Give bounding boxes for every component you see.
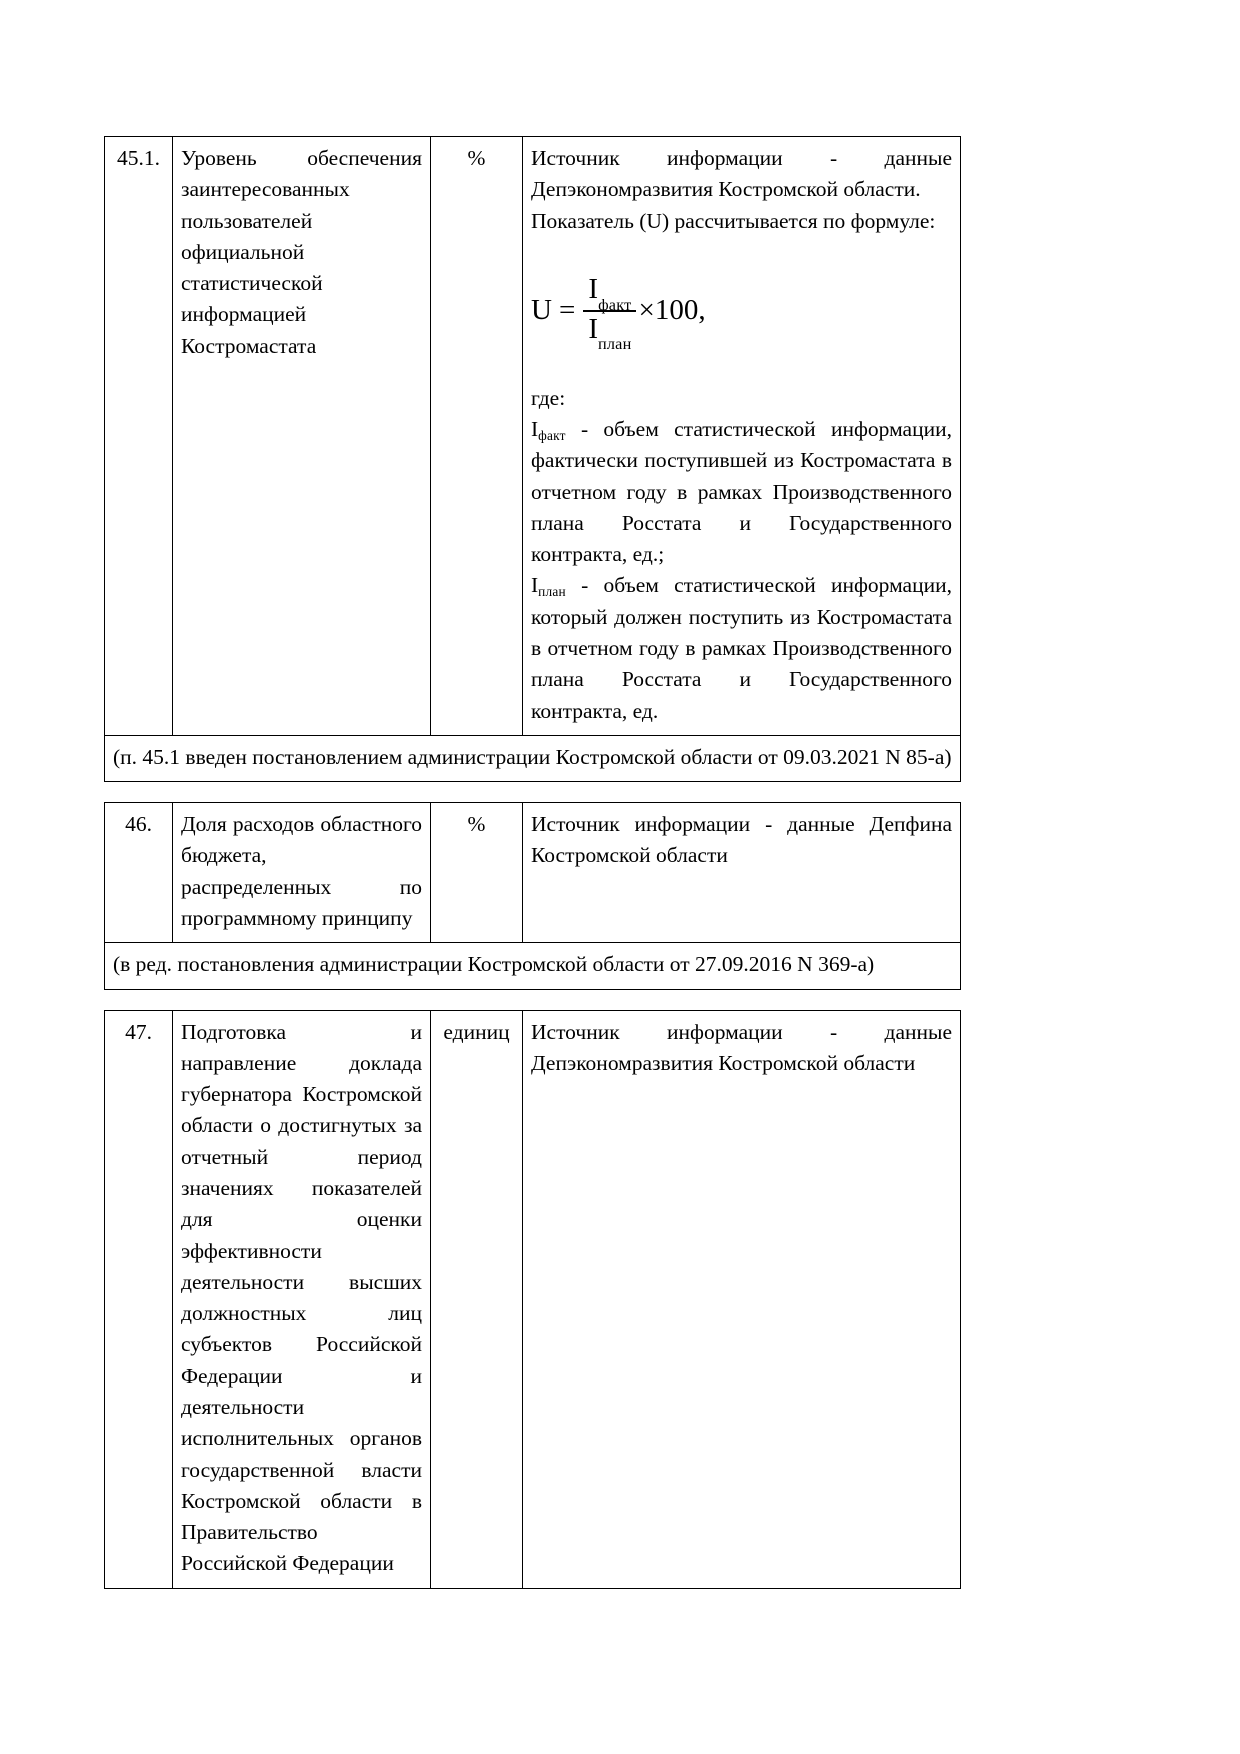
formula-equals-sign: = (558, 294, 576, 327)
i-plan-base: I (531, 573, 539, 598)
formula-block (531, 272, 952, 354)
source-paragraph-formula-intro: Показатель (U) рассчитывается по формуле: (531, 208, 936, 233)
row-number-cell: 45.1. (105, 137, 173, 736)
row-number-cell: 46. (105, 803, 173, 943)
source-cell: Источник информации - данные Депэкономразвития Костромской области (523, 1010, 961, 1588)
where-label: где: (531, 385, 566, 410)
table-row (105, 137, 961, 736)
formula-numerator (583, 272, 636, 314)
formula-expression (531, 272, 706, 354)
table-note-row (105, 735, 961, 781)
unit-cell: единиц (431, 1010, 523, 1588)
amendment-note-45-1: (п. 45.1 введен постановлением администрации Костромской области от 09.03.2021 N 85-а) (105, 735, 961, 781)
unit-cell: % (431, 137, 523, 736)
formula-denominator (583, 312, 636, 354)
denominator-subscript: план (597, 335, 632, 354)
indicator-name-cell: Подготовка и направление доклада губернатора Костромской области о достигнутых за отчетный период значениях показателей для оценки эффективности деятельности высших должностных лиц субъектов Российской Федерации и деятельности исполнительных органов государственной власти Костромской области в Правительство Российской Федерации (173, 1010, 431, 1588)
i-fakt-text: - объем статистической информации, фактически поступившей из Костромастата в отчетном году в рамках Производственного плана Росстата и Государственного контракта, ед.; (531, 417, 952, 567)
i-fakt-subscript: факт (538, 427, 566, 443)
i-plan-text: - объем статистической информации, который должен поступить из Костромастата в отчетном году в рамках Производственного плана Росстата и Государственного контракта, ед. (531, 573, 952, 723)
row-number-cell: 47. (105, 1010, 173, 1588)
table-note-row (105, 943, 961, 989)
definition-i-plan (531, 570, 952, 726)
denominator-base: I (588, 312, 598, 345)
definition-i-fakt (531, 414, 952, 570)
source-paragraph-origin: Источник информации - данные Депэкономразвития Костромской области. (531, 146, 952, 202)
indicator-name-cell: Уровень обеспечения заинтересованных пользователей официальной статистической информацией Костромастата (173, 137, 431, 736)
source-cell (523, 137, 961, 736)
unit-cell: % (431, 803, 523, 943)
numerator-base: I (588, 272, 599, 305)
block-spacer (104, 990, 960, 1010)
amendment-note-46: (в ред. постановления администрации Костромской области от 27.09.2016 N 369-а) (105, 943, 961, 989)
table-row (105, 803, 961, 943)
formula-lhs: U (531, 294, 552, 327)
formula-factor: 100, (654, 294, 706, 327)
table-row (105, 1010, 961, 1588)
block-spacer (104, 782, 960, 802)
formula-fraction (583, 272, 636, 354)
i-fakt-base: I (531, 417, 539, 442)
i-plan-subscript: план (538, 584, 566, 600)
document-body (104, 136, 960, 1589)
source-cell: Источник информации - данные Депфина Костромской области (523, 803, 961, 943)
table-block-47 (104, 1010, 961, 1589)
numerator-subscript: факт (598, 295, 632, 314)
indicator-name-cell: Доля расходов областного бюджета, распределенных по программному принципу (173, 803, 431, 943)
table-block-46 (104, 802, 961, 989)
formula-multiplication-sign: × (638, 294, 655, 327)
table-block-45-1 (104, 136, 961, 782)
